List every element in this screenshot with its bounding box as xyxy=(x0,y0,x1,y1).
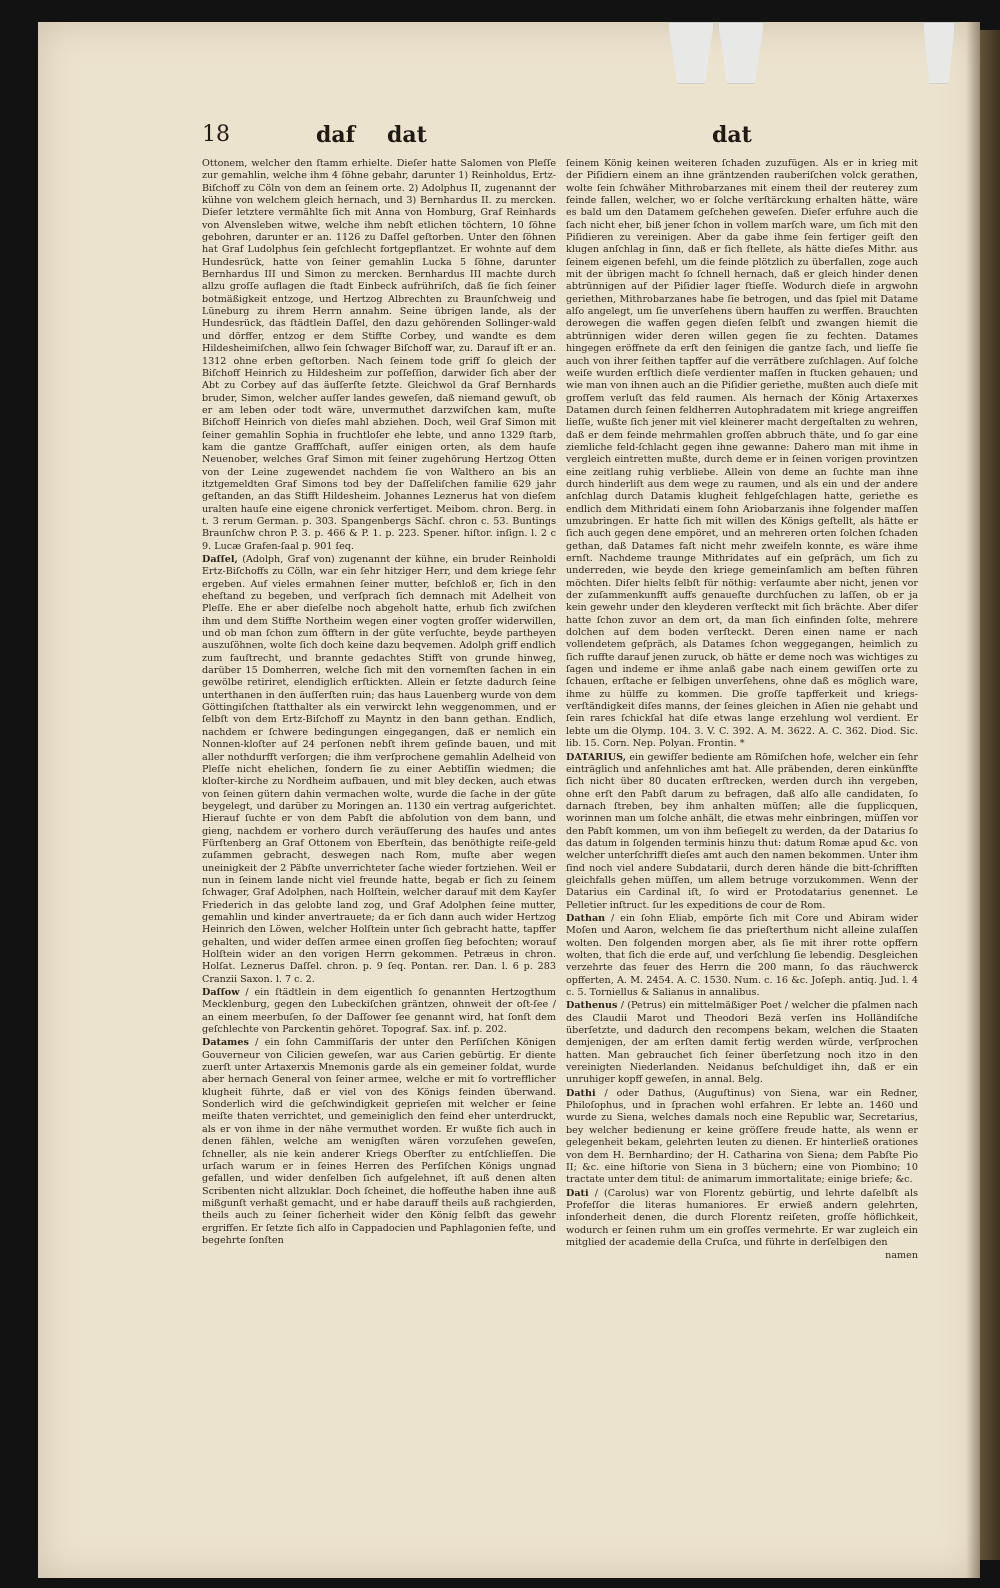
entry xyxy=(202,554,556,986)
entry-text: / (Carolus) war von Florentz gebürtig, und lehrte daſelbſt als Profeſſor die literas humaniores. Er erwieß andern gelehrten, inſonderheit denen, die durch Florentz reiſeten, groſſe höflichkeit, wodurch er ſeinen ruhm um ein groſſes vermehrte. Er war zugleich ein mitglied der academie della Cruſca, und führte in derſelbigen den xyxy=(566,1187,918,1248)
entry-lemma: Datames xyxy=(202,1037,249,1049)
page-gutter-shadow xyxy=(966,22,980,1578)
entry xyxy=(202,987,556,1036)
entry xyxy=(566,1000,918,1086)
entry-text: / oder Dathus, (Auguſtinus) von Siena, war ein Redner, Philoſophus, und in ſprachen wohl erfahren. Er lebte an. 1460 und wurde zu Siena, welches damals noch eine Republic war, Secretarius, bey welcher bedienung er keine gröſſere freude hatte, als wenn er gelegenheit bekam, gelehrten leuten zu dienen. Er hinterließ orationes von dem H. Bernhardino; der H. Catharina von Siena; dem Pabſte Pio II; &c. eine hiſtorie von Siena in 3 büchern; eine von Piombino; 10 tractate unter dem titul: de animarum immortalitate; einige briefe; &c. xyxy=(566,1087,918,1186)
paper-tab xyxy=(718,22,764,84)
catchword-text: namen xyxy=(885,1250,918,1262)
entry xyxy=(566,752,918,912)
entry-text: / ein ſtädtlein in dem eigentlich ſo genannten Hertzogthum Mecklenburg, gegen den Lubeckiſchen gräntzen, ohnweit der oſt-ſee / an einem meerbuſen, ſo der Daſſower ſee genannt wird, hat ſonſt dem geſchlechte von Parckentin gehöret. Topograf. Sax. inf. p. 202. xyxy=(202,987,556,1036)
header-word-center: dat xyxy=(387,122,427,148)
entry xyxy=(566,1188,918,1250)
entry-text: / ein ſohn Cammiſſaris der unter den Perſiſchen Königen Gouverneur von Cilicien geweſen, war aus Carien gebürtig. Er diente zuerſt unter Artaxerxis Mnemonis garde als ein gemeiner ſoldat, wurde aber hernach General von ſeiner armee, welche er mit ſo vortrefflicher klugheit führte, daß er viel von des Königs feinden überwand. Sonderlich wird die geſchwindigkeit geprieſen mit welcher er ſeine meiſte thaten verrichtet, und gemeiniglich den feind eher unterdruckt, als er von ihme in der nähe vermuthet worden. Er wußte ſich auch in denen fählen, welche am wenigſten wären vorzuſehen geweſen, ſchneller, als nie kein anderer Kriegs Oberſter zu entſchlieſſen. Die urſach warum er in ſeines Herren des Perſiſchen Königs ungnad gefallen, und wider denſelben ſich aufgelehnet, iſt auß denen alten Scribenten nicht allzuklar. Doch ſcheinet, die hoffeuthe haben ihne auß mißgunſt verhaßt gemacht, und er habe darauff theils auß rachgierden, theils auch zu ſeiner ſicherheit wider den König ſelbſt das gewehr ergriffen. Er ſetzte ſich alſo in Cappadocien und Paphlagonien feſte, und begehrte ſonſten xyxy=(202,1037,556,1246)
entry xyxy=(566,1088,918,1187)
paper-tab xyxy=(923,22,955,84)
entry-lemma: Daſſel, xyxy=(202,554,238,565)
header-word-left: daf xyxy=(316,122,356,148)
entry-text: / ein ſohn Eliab, empörte ſich mit Core und Abiram wider Moſen und Aaron, welchem ſie das prieſterthum nicht alleine zulaſſen wolten. Den folgenden morgen aber, als ſie mit ihrer rotte opffern wolten, that ſich die erde auf, und verſchlung ſie lebendig. Desgleichen verzehrte das feuer des Herrn die 200 mann, ſo das räuchwerck opfferten, A. M. 2454. A. C. 1530. Num. c. 16 &c. Joſeph. antiq. Jud. l. 4 c. 5. Torniellus & Salianus in annalibus. xyxy=(566,912,918,999)
entry xyxy=(566,158,918,751)
entry xyxy=(566,913,918,999)
entry-text: ein gewiſſer bediente am Römiſchen hofe, welcher ein ſehr einträglich und anſehnliches amt hat. Alle präbenden, deren einkünffte ſich nicht über 80 ducaten erſtrecken, werden durch ihn vergeben, ohne erſt den Pabſt darum zu befragen, daß alſo alle candidaten, ſo darnach ſtreben, bey ihm anhalten müſſen; alle die ſupplicquen, worinnen man um ſolche anhält, die etwas mehr einbringen, müſſen vor den Pabſt kommen, um von ihm beſiegelt zu werden, da der Datarius ſo das datum in ſolgenden terminis hinzu thut: datum Romæ apud &c. von welcher unterſchrifft dieſes amt auch den namen bekommen. Unter ihm ſind noch viel andere Subdatarii, durch deren hände die bitt-ſchrifften gleichfalls gehen müſſen, um allem betruge vorzukommen. Wenn der Datarius ein Cardinal iſt, ſo wird er Protodatarius genennet. Le Pelletier inſtruct. ſur les expeditions de cour de Rom. xyxy=(566,751,918,911)
entry-text: (Adolph, Graf von) zugenannt der kühne, ein bruder Reinholdi Ertz-Biſchoffs zu Cölln, war ein ſehr hitziger Herr, und dem kriege ſehr ergeben. Auf vieles ermahnen ſeiner mutter, beſchloß er, ſich in den eheſtand zu begeben, und verſprach ſich demnach mit Adelheit von Pleſſe. Ehe er aber dieſelbe noch abgeholt hatte, erhub ſich zwiſchen ihm und dem Stiffte Northeim wegen einer vogten groſſer widerwillen, und ob man ſchon zum öfftern in der güte verſuchte, beyde partheyen auszuſöhnen, wolte ſich doch keine dazu beqvemen. Adolph griff endlich zum fauſtrecht, und brannte gedachtes Stifft von grunde hinweg, darüber 15 Domherren, welche ſich mit den vornemſten ſachen in ein gewölbe retiriret, elendiglich erſtickten. Allein er ſetzte dadurch ſeine unterthanen in den äuſſerſten ruin; das haus Lauenberg wurde von dem Göttingiſchen ſtatthalter als ein verwirckt lehn weggenommen, und er ſelbſt von dem Ertz-Biſchoff zu Mayntz in den bann gethan. Endlich, nachdem er ſchwere bedingungen eingegangen, daß er nemlich ein Nonnen-kloſter auf 24 perſonen nebſt ihrem geſinde bauen, und mit aller nothdurfft verſorgen; die ihm verſprochene gemahlin Adelheid von Pleſſe nicht ehelichen, ſondern ſie zu einer Aebtiſſin wiedmen; die kloſter-kirche zu Nordheim aufbauen, und mit bley decken, auch etwas von ſeinen gütern dahin vermachen wolte, wurde die ſache in der güte beygelegt, und darüber zu Moringen an. 1130 ein vertrag aufgerichtet. Hierauf ſuchte er von dem Pabſt die abſolution von dem bann, und gieng, nachdem er vorhero durch veräuſſerung des hauſes und antes Fürſtenberg an Graf Ottonem von Eberſtein, das benöthigte reiſe-geld zuſammen gebracht, deswegen nach Rom, muſte aber wegen uneinigkeit der 2 Päbſte unverrichteter ſache wieder fortziehen. Weil er nun in ſeinem lande nicht viel freunde hatte, begab er ſich zu ſeinem ſchwager, Graf Adolphen, nach Holſtein, welcher darauf mit dem Kayſer Friederich in das gelobte land zog, und Graf Adolphen ſeine mutter, gemahlin und kinder anvertrauete; da er ſich dann auch wider Hertzog Heinrich den Löwen, welcher Holſtein unter ſich gebracht hatte, tapffer gehalten, und wider deſſen armee einen groſſen ſieg befochten; worauf Holſtein wider an den vorigen Herrn gekommen. Petræus in chron. Holſat. Leznerus Daſſel. chron. p. 9 ſeq. Pontan. rer. Dan. l. 6 p. 283 Cranzii Saxon. l. 7 c. 2. xyxy=(202,554,556,985)
entry-lemma: Dati xyxy=(566,1187,589,1199)
entry xyxy=(202,158,556,553)
entry-lemma: Dathan xyxy=(566,912,606,924)
entry-text: ſeinem König keinen weiteren ſchaden zuzufügen. Als er in krieg mit der Piſidiern einem an ihne gräntzenden rauberiſchen volck gerathen, wolte ſein ſchwäher Mithrobarzanes mit einem theil der reuterey zum feinde fallen, welcher, wo er ſolche verſtärckung erhalten hätte, wäre es bald um den Datamem geſchehen geweſen. Dieſer erfuhre auch die ſach nicht eher, biß jener ſchon in vollem marſch ware, um ſich mit den Piſidieren zu vereinigen. Aber da gabe ihme ſein fertiger geiſt den klugen anſchlag in ſinn, daß er ſich ſtellete, als hätte dieſes Mithr. aus ſeinem eigenen befehl, um die feinde plötzlich zu überfallen, zoge auch mit der übrigen macht ſo ſchnell hernach, daß er gleich hinder denen abtrünnigen auf der Piſidier lager ſtieſſe. Wodurch dieſe in argwohn geriethen, Mithrobarzanes habe ſie betrogen, und das ſpiel mit Datame alſo angelegt, um ſie unverſehens übern hauffen zu werffen. Brauchten derowegen die waffen gegen dieſen ſelbſt und zwangen hiemit die abtrünnigen wider deren willen gegen ſie zu fechten. Datames hingegen eröffnete da erſt den ſeinigen die gantze ſach, und lieſſe ſie auch von ihrer ſeithen tapffer auf die verrätbere zuſchlagen. Auf ſolche weiſe wurden erſtlich dieſe verdienter maſſen in ſtucken gehauen; und wie man von ihnen auch an die Piſidier geriethe, mußten auch dieſe mit groſſem verluſt das feld raumen. Als hernach der König Artaxerxes Datamen durch ſeinen feldherren Autophradatem mit kriege angreiffen lieſſe, wußte ſich jener mit viel kleinerer macht dergeſtalten zu wehren, daß er dem feinde mehrmahlen groſſen abbruch thäte, und ſo gar eine ziemliche feld-ſchlacht gegen ihne gewanne: Dahero man mit ihme in vergleich eintretten mußte, durch deme er in ſeinen vorigen provintzen eine zeitlang ruhig verbliebe. Allein von deme an ſuchte man ihne durch hinderliſt aus dem wege zu raumen, und als ein und der andere anſchlag durch Datamis klugheit fehlgeſchlagen hatte, geriethe es endlich dem Mithridati einem ſohn Ariobarzanis ihne folgender maſſen umzubringen. Er hatte ſich mit willen des Königs geſtellt, als hätte er ſich auch gegen dene empöret, und an mehreren orten ſolchen ſchaden gethan, daß Datames faſt nicht mehr zweifeln konnte, es wäre ihme ernſt. Nachdeme traunge Mithridates auf ein geſpräch, um ſich zu underreden, wie beyde den kriege gemeinſamlich am beſten führen möchten. Diſer hielts ſelbſt für nöthig: verſaumte aber nicht, jenen vor der zuſammenkunfft auffs genaueſte durchſuchen zu laſſen, ob er ja kein gewehr under den kleyderen verſteckt mit ſich brächte. Aber diſer hatte ſchon zuvor an dem ort, da man ſich einfinden ſolte, mehrere dolchen auf dem boden verſteckt. Deren einen name er nach vollendetem geſpräch, als Datames ſchon weggegangen, heimlich zu ſich ruffte darauf jenen zuruck, ob hätte er deme noch was wichtiges zu ſagen und indeme er ihme anlaß gabe nach einem gewiſſen orte zu ſchauen, erſtache er ſelbigen unverſehens, ohne daß es möglich ware, ihme zu hülffe zu kommen. Die groſſe tapfferkeit und kriegs-verſtändigkeit diſes manns, der ſeines gleichen in Aſien nie gehabt und ſein rares ſchickſal hat diſe etwas lange erzehlung wol verdient. Er lebte um die Olymp. 104. 3. V. C. 392. A. M. 3622. A. C. 362. Diod. Sic. lib. 15. Corn. Nep. Polyan. Frontin. * xyxy=(566,158,918,750)
entry-lemma: DATARIUS, xyxy=(566,751,627,763)
running-header xyxy=(162,122,922,154)
entry-text: Ottonem, welcher den ſtamm erhielte. Dieſer hatte Salomen von Pleſſe zur gemahlin, welche ihm 4 ſöhne gebahr, darunter 1) Reinholdus, Ertz-Biſchoff zu Cöln von dem an ſeinem orte. 2) Adolphus II, zugenannt der kühne von welchem gleich hernach, und 3) Bernhardus II. zu mercken. Dieſer letztere vermählte ſich mit Anna von Homburg, Graf Reinhards von Alvensleben witwe, welche ihm nebſt etlichen töchtern, 10 ſöhne gebohren, darunter er an. 1126 zu Daſſel geſtorben. Unter den ſöhnen hat Graf Ludolphus ſein geſchlecht fortgepflantzet. Er wohnte auf dem Hundesrück, hatte von ſeiner gemahlin Lucka 5 ſöhne, darunter Bernhardus III und Simon zu mercken. Bernhardus III machte durch allzu groſſe auflagen die ſtadt Einbeck aufrühriſch, daß ſie ſich ſeiner botmäßigkeit entzoge, und Hertzog Albrechten zu Braunſchweig und Lüneburg zu ihrem Herrn annahm. Seine übrigen lande, als der Hundesrück, das ſtädtlein Daſſel, den dazu gehörenden Sollinger-wald und dörffer, entzog er dem Stiffte Corbey, und wandte es dem Hildesheimiſchen, allwo ſein ſchwager Biſchoff war, zu. Darauf iſt er an. 1312 ohne erben geſtorben. Nach ſeinem tode griff ſo gleich der Biſchoff Heinrich zu Hildesheim zur poſſeſſion, darwider ſich aber der Abt zu Corbey auf das äuſſerſte ſetzte. Gleichwol da Graf Bernhards bruder, Simon, welcher auſſer landes geweſen, daß niemand gewuſt, ob er am leben oder todt wäre, unvermuthet darzwiſchen kam, muſte Biſchoff Heinrich von dieſes mahl abziehen. Doch, weil Graf Simon mit ſeiner gemahlin Sophia in fruchtloſer ehe lebte, und anno 1329 ſtarb, kam die gantze Graffſchaft, auſſer einigen orten, als dem hauſe Neuenober, welches Graf Simon mit ſeiner zugehörung Hertzog Otten von der Leine zugewendet nachdem ſie von Walthero an bis an itztgemeldten Graf Simons tod bey der Daſſeliſchen familie 629 jahr geſtanden, an das Stifft Hildesheim. Johannes Leznerus hat von dieſem uralten hauſe eine eigene chronick verfertiget. Meibom. chron. Berg. in t. 3 rerum German. p. 303. Spangenbergs Sächſ. chron c. 53. Buntings Braunſchw chron P. 3. p. 466 & P. 1. p. 223. Spener. hiſtor. inſign. l. 2 c 9. Lucæ Grafen-ſaal p. 901 ſeq. xyxy=(202,158,556,552)
catchword xyxy=(566,1250,918,1262)
paper-tab xyxy=(668,22,714,84)
entry xyxy=(202,1037,556,1247)
entry-text: / (Petrus) ein mittelmäßiger Poet / welcher die pſalmen nach des Claudii Marot und Theodori Bezä verſen ins Holländiſche überſetzte, und dadurch den recompens bekam, welchen die Staaten demjenigen, der am erſten damit fertig werden würde, verſprochen hatten. Man gebrauchet ſich ſeiner überſetzung noch itzo in den vereinigten Niederlanden. Neidanus beſchuldiget ihn, daß er ein unruhiger kopff geweſen, in annal. Belg. xyxy=(566,1000,918,1086)
right-column xyxy=(566,158,918,1264)
entry-lemma: Dathi xyxy=(566,1087,596,1099)
entry-lemma: Daſſow xyxy=(202,987,240,999)
entry-lemma: Dathenus xyxy=(566,1000,618,1012)
page-number: 18 xyxy=(202,122,230,147)
left-column xyxy=(202,158,556,1248)
header-word-right: dat xyxy=(712,122,752,148)
